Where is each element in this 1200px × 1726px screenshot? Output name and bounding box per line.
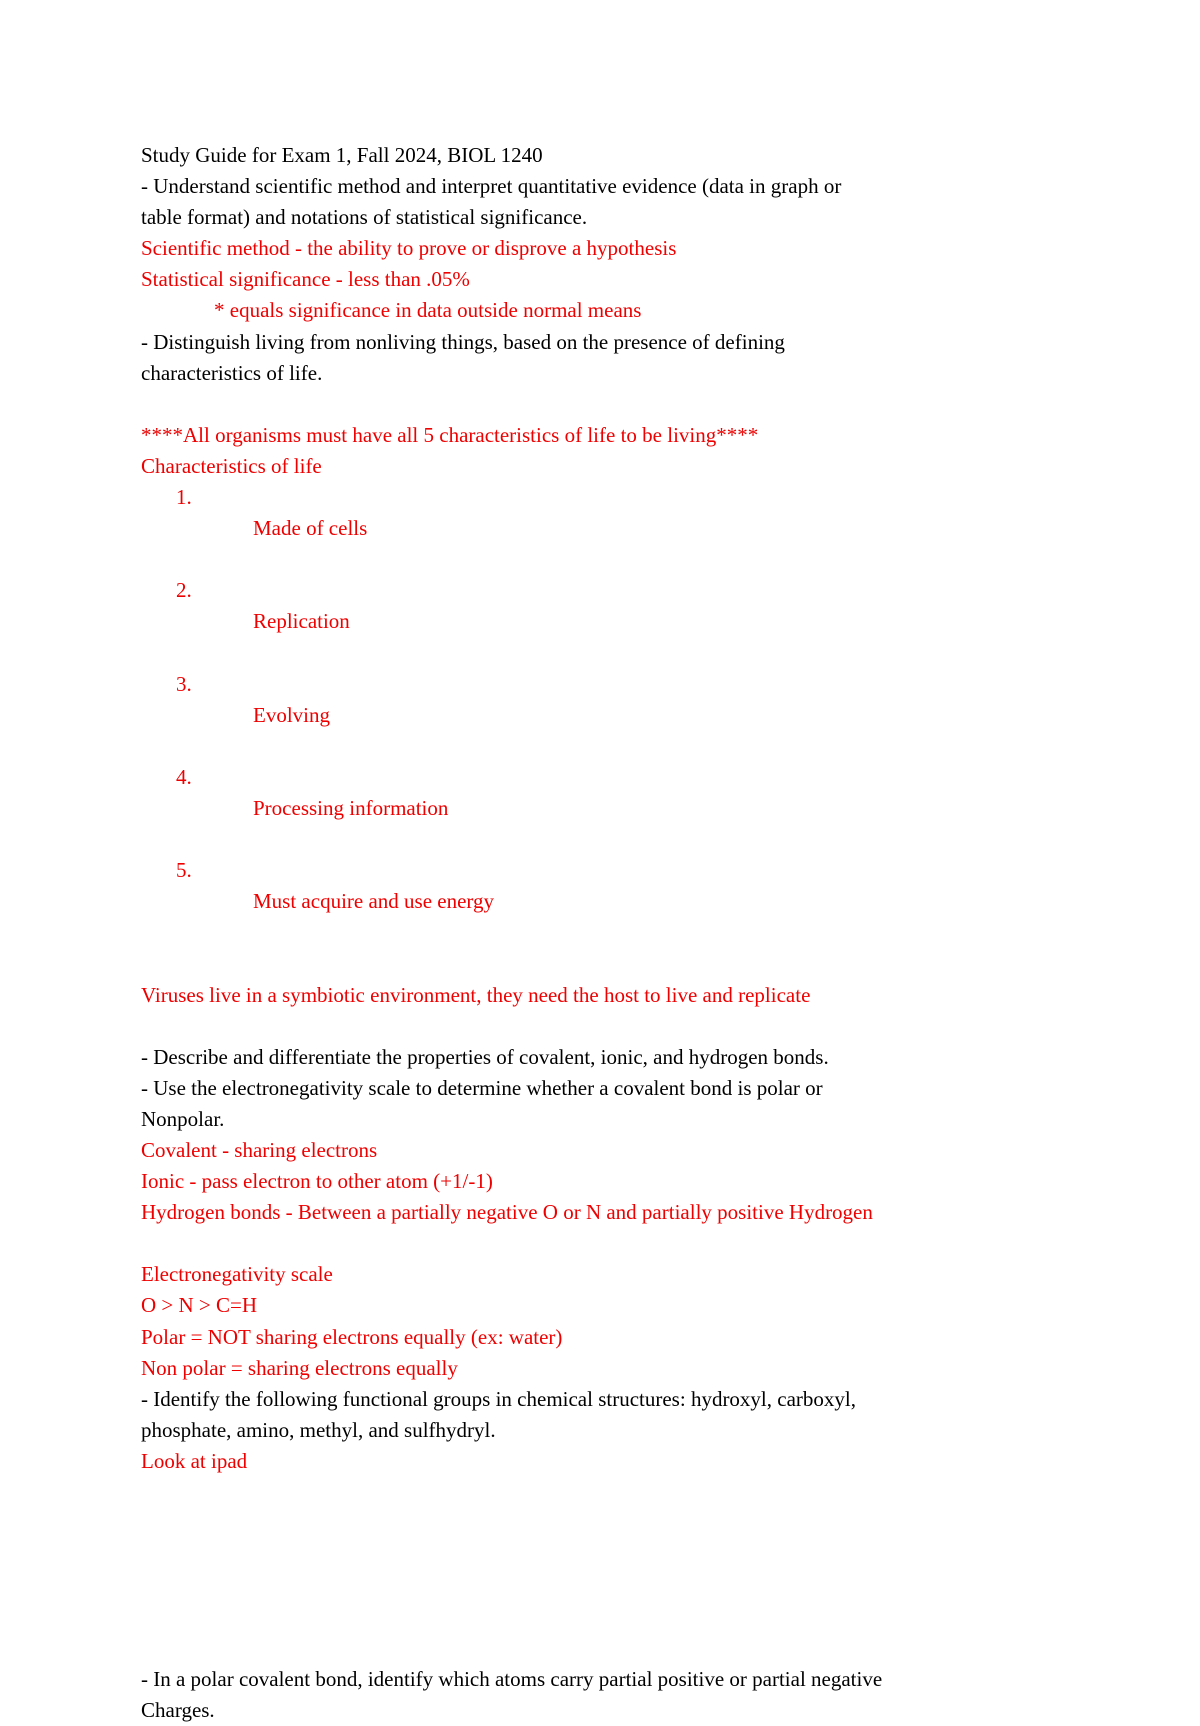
list-item-text: Made of cells (253, 516, 368, 541)
note-look-at-ipad: Look at ipad (141, 1448, 248, 1473)
list-item-number: 4. (176, 764, 192, 789)
note-ionic: Ionic - pass electron to other atom (+1/-1) (141, 1169, 493, 1194)
document-body (141, 140, 1041, 1726)
note-viruses: Viruses live in a symbiotic environment, they need the host to live and replicate (141, 982, 811, 1007)
note-covalent: Covalent - sharing electrons (141, 1138, 378, 1162)
objective-living-line2: characteristics of life. (141, 360, 323, 385)
objective-functional-groups-line2: phosphate, amino, methyl, and sulfhydryl. (141, 1417, 496, 1442)
note-all-organisms: ****All organisms must have all 5 characteristics of life to be living**** (141, 422, 759, 447)
list-item-text: Must acquire and use energy (253, 889, 495, 914)
blank-line (141, 948, 1041, 979)
list-item (141, 575, 1041, 668)
objective-living-line1: - Distinguish living from nonliving things, based on the presence of defining (141, 329, 785, 354)
blank-line (141, 1228, 1041, 1259)
list-item (141, 669, 1041, 762)
objective-scientific-method-line2: table format) and notations of statistical significance. (141, 205, 588, 230)
list-item-number: 1. (176, 485, 192, 510)
note-polar: Polar = NOT sharing electrons equally (ex: water) (141, 1324, 563, 1349)
objective-scientific-method-line1: - Understand scientific method and interpret quantitative evidence (data in graph or (141, 174, 842, 199)
characteristics-list (141, 482, 1041, 948)
blank-line (141, 1633, 1041, 1664)
list-item-number: 5. (176, 858, 192, 883)
blank-line (141, 1011, 1041, 1042)
blank-line (141, 389, 1041, 420)
objective-bonds: - Describe and differentiate the properties of covalent, ionic, and hydrogen bonds. (141, 1044, 829, 1069)
list-item-text: Evolving (253, 702, 330, 727)
note-statistical-significance: Statistical significance - less than .05% (141, 267, 470, 292)
list-item-text: Replication (253, 609, 350, 634)
objective-partial-charges-line1: - In a polar covalent bond, identify which atoms carry partial positive or partial negative (141, 1666, 883, 1691)
objective-electronegativity-line1: - Use the electronegativity scale to determine whether a covalent bond is polar or (141, 1075, 823, 1100)
objective-partial-charges-line2: Charges. (141, 1697, 215, 1722)
objective-electronegativity-line2: Nonpolar. (141, 1106, 225, 1131)
document-title: Study Guide for Exam 1, Fall 2024, BIOL 1240 (141, 143, 543, 167)
note-hydrogen-bonds: Hydrogen bonds - Between a partially negative O or N and partially positive Hydrogen (141, 1200, 873, 1225)
list-item (141, 482, 1041, 575)
list-item (141, 855, 1041, 948)
note-nonpolar: Non polar = sharing electrons equally (141, 1355, 458, 1380)
list-item-number: 3. (176, 671, 192, 696)
blank-space (141, 1477, 1041, 1633)
list-item (141, 762, 1041, 855)
electronegativity-scale: O > N > C=H (141, 1293, 258, 1318)
electronegativity-heading: Electronegativity scale (141, 1262, 333, 1287)
list-item-text: Processing information (253, 795, 449, 820)
note-scientific-method: Scientific method - the ability to prove or disprove a hypothesis (141, 236, 677, 261)
list-item-number: 2. (176, 578, 192, 603)
note-asterisk-significance: * equals significance in data outside normal means (214, 298, 642, 323)
characteristics-heading: Characteristics of life (141, 453, 322, 478)
objective-functional-groups-line1: - Identify the following functional groups in chemical structures: hydroxyl, carboxyl, (141, 1386, 856, 1411)
